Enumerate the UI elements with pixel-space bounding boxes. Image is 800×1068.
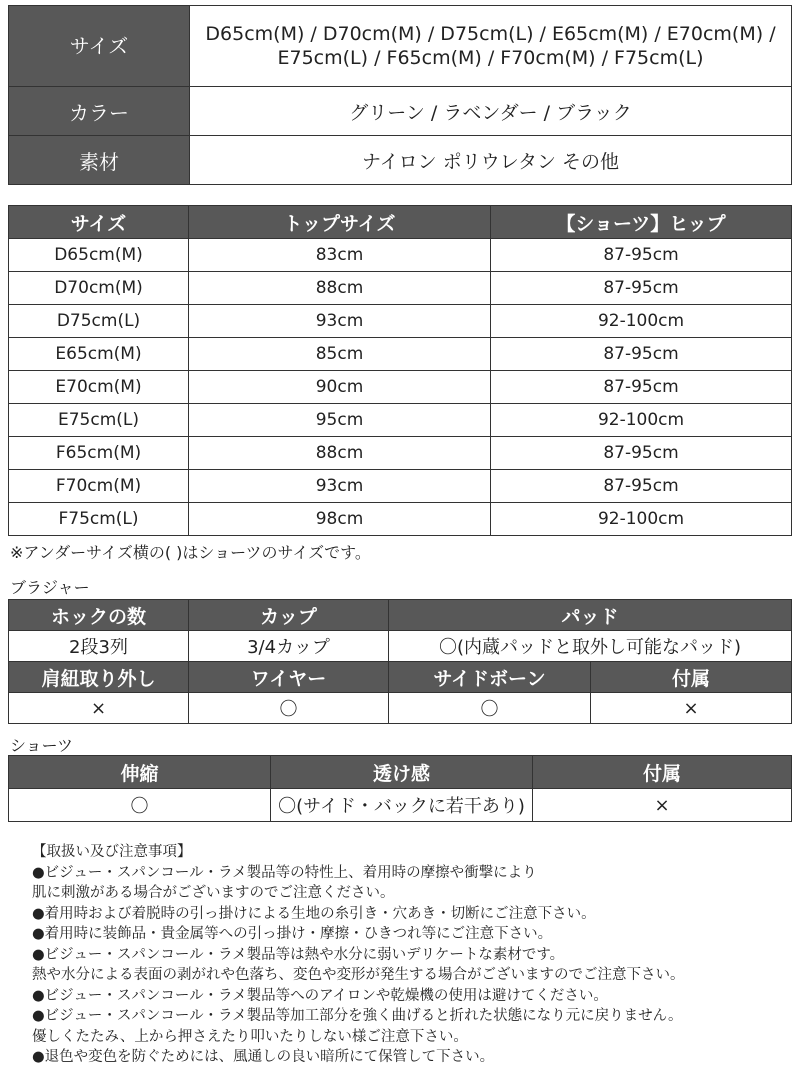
care-line: ●着用時および着脱時の引っ掛けによる生地の糸引き・穴あき・切断にご注意下さい。 — [32, 905, 596, 922]
size-header: サイズ — [9, 206, 189, 239]
size-row — [9, 503, 792, 536]
size-cell: D75cm(L) — [9, 305, 189, 338]
size-label: サイズ — [9, 6, 190, 87]
strap-removable-header: 肩紐取り外し — [9, 662, 189, 693]
care-line: 肌に刺激がある場合がございますのでご注意ください。 — [32, 885, 395, 901]
size-cell: F65cm(M) — [9, 437, 189, 470]
top-size-cell: 90cm — [189, 371, 491, 404]
top-size-cell: 93cm — [189, 305, 491, 338]
size-cell: D70cm(M) — [9, 272, 189, 305]
size-cell: F75cm(L) — [9, 503, 189, 536]
size-row — [9, 371, 792, 404]
product-info-table — [8, 5, 792, 185]
side-bone-value: 〇 — [389, 693, 591, 724]
shorts-section-label: ショーツ — [10, 736, 74, 755]
hip-cell: 87-95cm — [491, 470, 792, 503]
size-cell: E75cm(L) — [9, 404, 189, 437]
pad-value: 〇(内蔵パッドと取外し可能なパッド) — [389, 631, 792, 662]
care-line: ●ビジュー・スパンコール・ラメ製品等へのアイロンや乾燥機の使用は避けてください。 — [32, 987, 608, 1004]
top-size-cell: 85cm — [189, 338, 491, 371]
care-line: ●退色や変色を防ぐためには、風通しの良い暗所にて保管して下さい。 — [32, 1049, 495, 1065]
size-row — [9, 239, 792, 272]
care-line: ●着用時に装飾品・貴金属等への引っ掛け・摩擦・ひきつれ等にご注意下さい。 — [32, 926, 553, 942]
side-bone-header: サイドボーン — [389, 662, 591, 693]
hook-count-value: 2段3列 — [9, 631, 189, 662]
top-size-cell: 88cm — [189, 272, 491, 305]
bra-spec-table — [8, 599, 792, 724]
care-line: 熱や水分による表面の剥がれや色落ち、変色や変形が発生する場合がございますのでご注意下さい。 — [32, 967, 685, 983]
care-line: ●ビジュー・スパンコール・ラメ製品等の特性上、着用時の摩擦や衝撃により — [32, 864, 537, 881]
size-value — [190, 6, 792, 87]
top-size-cell: 88cm — [189, 437, 491, 470]
sheerness-header: 透け感 — [271, 756, 533, 789]
hip-cell: 92-100cm — [491, 305, 792, 338]
hip-cell: 87-95cm — [491, 272, 792, 305]
stretch-value: 〇 — [9, 789, 271, 822]
top-size-cell: 83cm — [189, 239, 491, 272]
bra-accessory-value: × — [591, 693, 792, 724]
shorts-accessory-value: × — [533, 789, 792, 822]
hook-count-header: ホックの数 — [9, 600, 189, 631]
top-size-cell: 93cm — [189, 470, 491, 503]
care-notes — [32, 842, 685, 1068]
material-label: 素材 — [9, 136, 190, 185]
hip-cell: 87-95cm — [491, 239, 792, 272]
size-row — [9, 305, 792, 338]
shorts-accessory-header: 付属 — [533, 756, 792, 789]
size-cell: E70cm(M) — [9, 371, 189, 404]
hip-cell: 87-95cm — [491, 437, 792, 470]
bra-section-label: ブラジャー — [10, 578, 90, 597]
wire-header: ワイヤー — [189, 662, 389, 693]
care-line: ●ビジュー・スパンコール・ラメ製品等は熱や水分に弱いデリケートな素材です。 — [32, 946, 565, 963]
stretch-header: 伸縮 — [9, 756, 271, 789]
bra-accessory-header: 付属 — [591, 662, 792, 693]
hip-cell: 87-95cm — [491, 371, 792, 404]
care-line: 優しくたたみ、上から押さえたり叩いたりしない様ご注意下さい。 — [32, 1028, 468, 1045]
hip-cell: 92-100cm — [491, 404, 792, 437]
top-size-cell: 95cm — [189, 404, 491, 437]
size-row — [9, 338, 792, 371]
color-value: グリーン / ラベンダー / ブラック — [190, 87, 792, 136]
strap-removable-value: × — [9, 693, 189, 724]
care-line: ●ビジュー・スパンコール・ラメ製品等加工部分を強く曲げると折れた状態になり元に戻りません。 — [32, 1008, 683, 1024]
size-row — [9, 437, 792, 470]
size-cell: E65cm(M) — [9, 338, 189, 371]
care-title: 【取扱い及び注意事項】 — [32, 844, 192, 860]
size-cell: F70cm(M) — [9, 470, 189, 503]
size-note: ※アンダーサイズ横の( )はショーツのサイズです。 — [10, 543, 371, 562]
size-row — [9, 272, 792, 305]
hip-cell: 92-100cm — [491, 503, 792, 536]
top-size-header: トップサイズ — [189, 206, 491, 239]
wire-value: 〇 — [189, 693, 389, 724]
cup-header: カップ — [189, 600, 389, 631]
pad-header: パッド — [389, 600, 792, 631]
color-label: カラー — [9, 87, 190, 136]
size-row — [9, 404, 792, 437]
size-cell: D65cm(M) — [9, 239, 189, 272]
hip-header: 【ショーツ】ヒップ — [491, 206, 792, 239]
hip-cell: 87-95cm — [491, 338, 792, 371]
material-value: ナイロン ポリウレタン その他 — [190, 136, 792, 185]
size-chart-table — [8, 205, 792, 536]
size-row — [9, 470, 792, 503]
size-value-line2: E75cm(L) / F65cm(M) / F70cm(M) / F75cm(L) — [277, 47, 704, 69]
sheerness-value: 〇(サイド・バックに若干あり) — [271, 789, 533, 822]
size-value-line1: D65cm(M) / D70cm(M) / D75cm(L) / E65cm(M) / E70cm(M) / — [205, 23, 776, 45]
top-size-cell: 98cm — [189, 503, 491, 536]
cup-value: 3/4カップ — [189, 631, 389, 662]
shorts-spec-table — [8, 755, 792, 822]
